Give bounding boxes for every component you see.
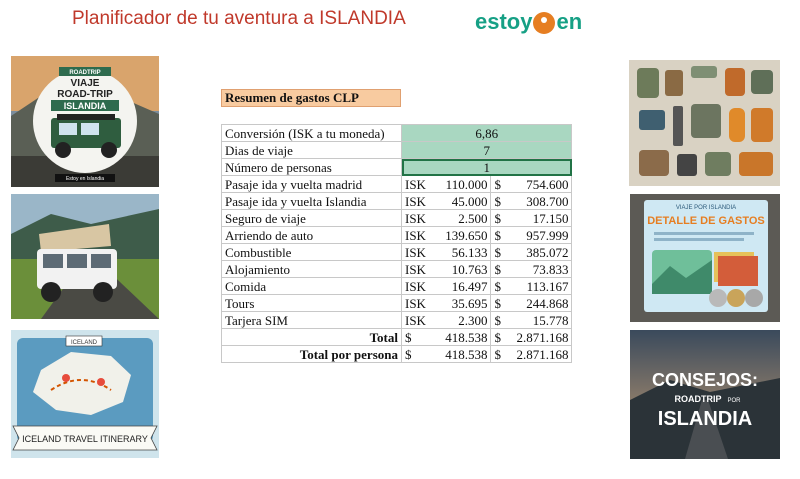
expense-label: Arriendo de auto (222, 227, 402, 244)
consejos-line2b: POR (727, 398, 741, 404)
cover-line-1: VIAJE (70, 78, 100, 89)
expense-detail-image[interactable] (630, 194, 780, 322)
param-row-days (222, 142, 572, 159)
clp-value[interactable]: 15.778 (504, 312, 572, 329)
table-row (222, 210, 572, 227)
people-value-cell[interactable]: 1 (402, 159, 572, 176)
expense-label: Alojamiento (222, 261, 402, 278)
cover-line-3: ISLANDIA (63, 101, 107, 111)
isk-symbol: ISK (402, 193, 429, 210)
clp-symbol: $ (491, 193, 504, 210)
table-row (222, 295, 572, 312)
estoyen-logo (475, 4, 582, 40)
itinerary-sign: ICELAND (70, 340, 98, 346)
clp-value[interactable]: 385.072 (504, 244, 572, 261)
isk-symbol: ISK (402, 176, 429, 193)
table-row (222, 312, 572, 329)
param-row-people (222, 159, 572, 176)
total-row (222, 329, 572, 346)
isk-symbol: ISK (402, 210, 429, 227)
clp-value[interactable]: 754.600 (504, 176, 572, 193)
table-row (222, 227, 572, 244)
clp-value[interactable]: 244.868 (504, 295, 572, 312)
clp-symbol: $ (491, 261, 504, 278)
consejos-line3: ISLANDIA (657, 408, 753, 430)
per-person-isk-value[interactable]: 418.538 (429, 346, 491, 363)
expense-label: Combustible (222, 244, 402, 261)
isk-symbol: ISK (402, 278, 429, 295)
table-row (222, 261, 572, 278)
table-row (222, 176, 572, 193)
per-person-clp-value[interactable]: 2.871.168 (504, 346, 572, 363)
per-person-label: Total por persona (222, 346, 402, 363)
clp-symbol: $ (402, 346, 429, 363)
cover-line-2: ROAD-TRIP (57, 89, 113, 100)
clp-symbol: $ (491, 278, 504, 295)
iceland-itinerary-image[interactable] (11, 330, 159, 458)
clp-symbol: $ (491, 346, 504, 363)
isk-value[interactable]: 2.300 (429, 312, 491, 329)
expense-label: Comida (222, 278, 402, 295)
expense-label: Tours (222, 295, 402, 312)
clp-symbol: $ (491, 176, 504, 193)
clp-symbol: $ (491, 244, 504, 261)
clp-value[interactable]: 957.999 (504, 227, 572, 244)
cover-footer: Estoy en Islandia (65, 176, 105, 182)
expense-label: Pasaje ida y vuelta madrid (222, 176, 402, 193)
isk-symbol: ISK (402, 295, 429, 312)
total-clp-value[interactable]: 2.871.168 (504, 329, 572, 346)
conversion-value-cell[interactable]: 6,86 (402, 125, 572, 142)
clp-symbol: $ (491, 295, 504, 312)
expense-table (221, 124, 572, 363)
isk-value[interactable]: 16.497 (429, 278, 491, 295)
clp-symbol: $ (491, 312, 504, 329)
consejos-line2: ROADTRIP (674, 394, 722, 404)
clp-value[interactable]: 73.833 (504, 261, 572, 278)
days-value-cell[interactable]: 7 (402, 142, 572, 159)
clp-symbol: $ (491, 329, 504, 346)
total-label: Total (222, 329, 402, 346)
isk-value[interactable]: 139.650 (429, 227, 491, 244)
param-label: Número de personas (222, 159, 402, 176)
consejos-roadtrip-image[interactable] (630, 330, 780, 459)
param-row-conversion (222, 125, 572, 142)
expense-label: Pasaje ida y vuelta Islandia (222, 193, 402, 210)
isk-symbol: ISK (402, 312, 429, 329)
isk-value[interactable]: 2.500 (429, 210, 491, 227)
clp-symbol: $ (491, 210, 504, 227)
cover-line-0: ROADTRIP (69, 70, 101, 76)
camper-jeep-image[interactable] (11, 194, 159, 319)
param-label: Conversión (ISK a tu moneda) (222, 125, 402, 142)
isk-symbol: ISK (402, 244, 429, 261)
roadtrip-cover-image[interactable] (11, 56, 159, 187)
clp-value[interactable]: 17.150 (504, 210, 572, 227)
expense-label: Seguro de viaje (222, 210, 402, 227)
gear-flatlay-image[interactable] (629, 60, 780, 186)
consejos-line1: CONSEJOS: (651, 370, 759, 390)
logo-pin-icon (533, 12, 555, 34)
isk-symbol: ISK (402, 227, 429, 244)
detail-top: VIAJE POR ISLANDIA (675, 205, 737, 211)
clp-symbol: $ (491, 227, 504, 244)
per-person-row (222, 346, 572, 363)
clp-symbol: $ (402, 329, 429, 346)
isk-value[interactable]: 10.763 (429, 261, 491, 278)
isk-value[interactable]: 35.695 (429, 295, 491, 312)
page-title: Planificador de tu aventura a ISLANDIA (72, 8, 406, 29)
total-isk-value[interactable]: 418.538 (429, 329, 491, 346)
isk-value[interactable]: 110.000 (429, 176, 491, 193)
clp-value[interactable]: 113.167 (504, 278, 572, 295)
isk-symbol: ISK (402, 261, 429, 278)
isk-value[interactable]: 56.133 (429, 244, 491, 261)
table-row (222, 278, 572, 295)
isk-value[interactable]: 45.000 (429, 193, 491, 210)
param-label: Dias de viaje (222, 142, 402, 159)
table-row (222, 244, 572, 261)
clp-value[interactable]: 308.700 (504, 193, 572, 210)
itinerary-banner: ICELAND TRAVEL ITINERARY (22, 434, 148, 444)
table-row (222, 193, 572, 210)
detail-title: DETALLE DE GASTOS (647, 215, 765, 227)
summary-label: Resumen de gastos CLP (221, 89, 401, 107)
expense-label: Tarjera SIM (222, 312, 402, 329)
logo-text-1: estoy (475, 9, 533, 34)
logo-text-2: en (556, 9, 583, 34)
